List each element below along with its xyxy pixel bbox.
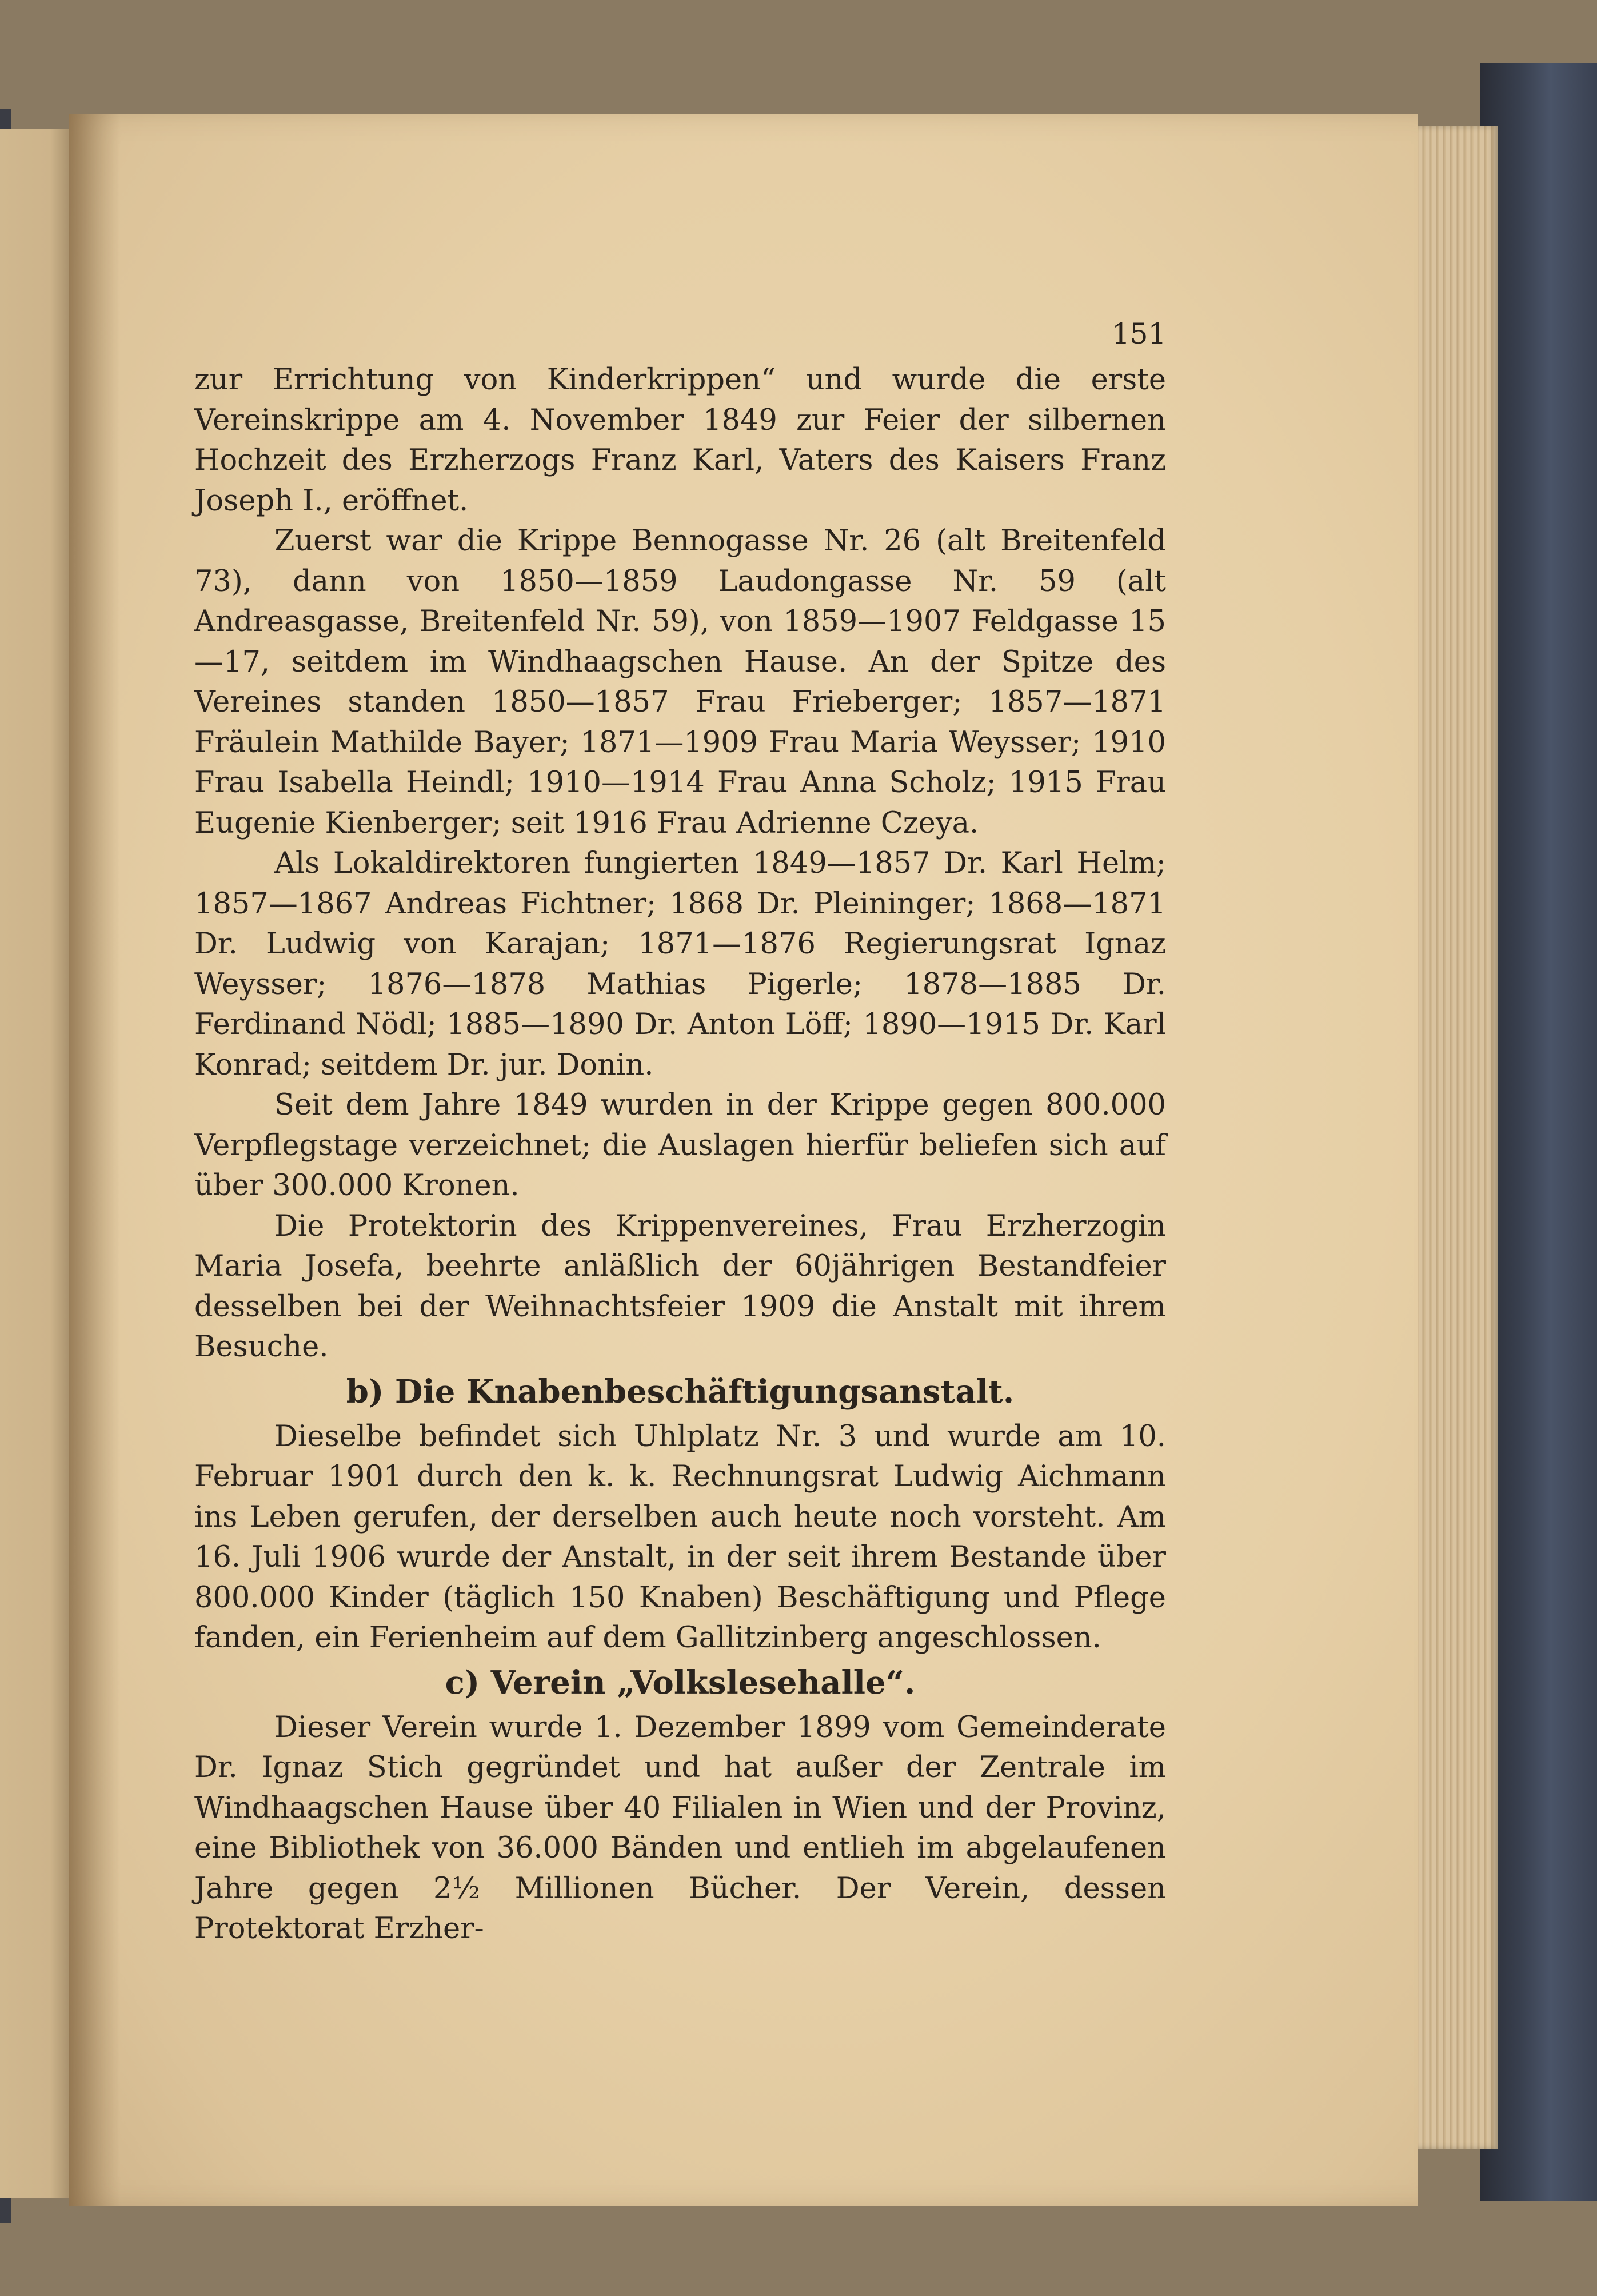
paragraph: Dieselbe befindet sich Uhlplatz Nr. 3 und wurde am 10. Februar 1901 durch den k. k. Rechnungsrat Ludwig Aichmann ins Leben gerufen, der derselben auch heute noch vorsteht. Am 16. Juli 1906 wurde der Anstalt, in der seit ihrem Bestande über 800.000 Kinder (täglich 150 Knaben) Beschäftigung und Pflege fanden, ein Ferienheim auf dem Gallitzinberg angeschlossen. [194, 1419, 1166, 1655]
paragraph: Seit dem Jahre 1849 wurden in der Krippe gegen 800.000 Verpflegstage verzeichnet; die Auslagen hierfür beliefen sich auf über 300.000 Kronen. [194, 1088, 1166, 1203]
page-text [194, 360, 1166, 1950]
section-heading: b) Die Knabenbeschäftigungsanstalt. [346, 1372, 1015, 1411]
page-edges [1412, 126, 1498, 2149]
paragraph: Die Protektorin des Krippenvereines, Frau Erzherzogin Maria Josefa, beehrte anläßlich der 60jährigen Bestandfeier desselben bei der Weihnachtsfeier 1909 die Anstalt mit ihrem Besuche. [194, 1209, 1166, 1364]
paragraph: Zuerst war die Krippe Bennogasse Nr. 26 (alt Breitenfeld 73), dann von 1850—1859 Laudongasse Nr. 59 (alt Andreasgasse, Breitenfeld Nr. 59), von 1859—1907 Feldgasse 15—17, seitdem im Windhaagschen Hause. An der Spitze des Vereines standen 1850—1857 Frau Frieberger; 1857—1871 Fräulein Mathilde Bayer; 1871—1909 Frau Maria Weysser; 1910 Frau Isabella Heindl; 1910—1914 Frau Anna Scholz; 1915 Frau Eugenie Kienberger; seit 1916 Frau Adrienne Czeya. [194, 524, 1166, 840]
page-number: 151 [1112, 317, 1167, 350]
right-book-cover [1480, 63, 1597, 2201]
left-facing-page [0, 129, 71, 2198]
paragraph: zur Errichtung von Kinderkrippen“ und wurde die erste Vereinskrippe am 4. November 1849 zur Feier der silbernen Hochzeit des Erzherzogs Franz Karl, Vaters des Kaisers Franz Joseph I., eröffnet. [194, 363, 1166, 518]
page-gutter-shadow [69, 114, 120, 2206]
paragraph: Als Lokaldirektoren fungierten 1849—1857 Dr. Karl Helm; 1857—1867 Andreas Fichtner; 1868 Dr. Pleininger; 1868—1871 Dr. Ludwig von Karajan; 1871—1876 Regierungsrat Ignaz Weysser; 1876—1878 Mathias Pigerle; 1878—1885 Dr. Ferdinand Nödl; 1885—1890 Dr. Anton Löff; 1890—1915 Dr. Karl Konrad; seitdem Dr. jur. Donin. [194, 846, 1166, 1082]
paragraph: Dieser Verein wurde 1. Dezember 1899 vom Gemeinderate Dr. Ignaz Stich gegründet und hat außer der Zentrale im Windhaagschen Hause über 40 Filialen in Wien und der Provinz, eine Bibliothek von 36.000 Bänden und entlieh im abgelaufenen Jahre gegen 2½ Millionen Bücher. Der Verein, dessen Protektorat Erzher- [194, 1710, 1166, 1946]
section-heading: c) Verein „Volkslesehalle“. [445, 1663, 916, 1702]
